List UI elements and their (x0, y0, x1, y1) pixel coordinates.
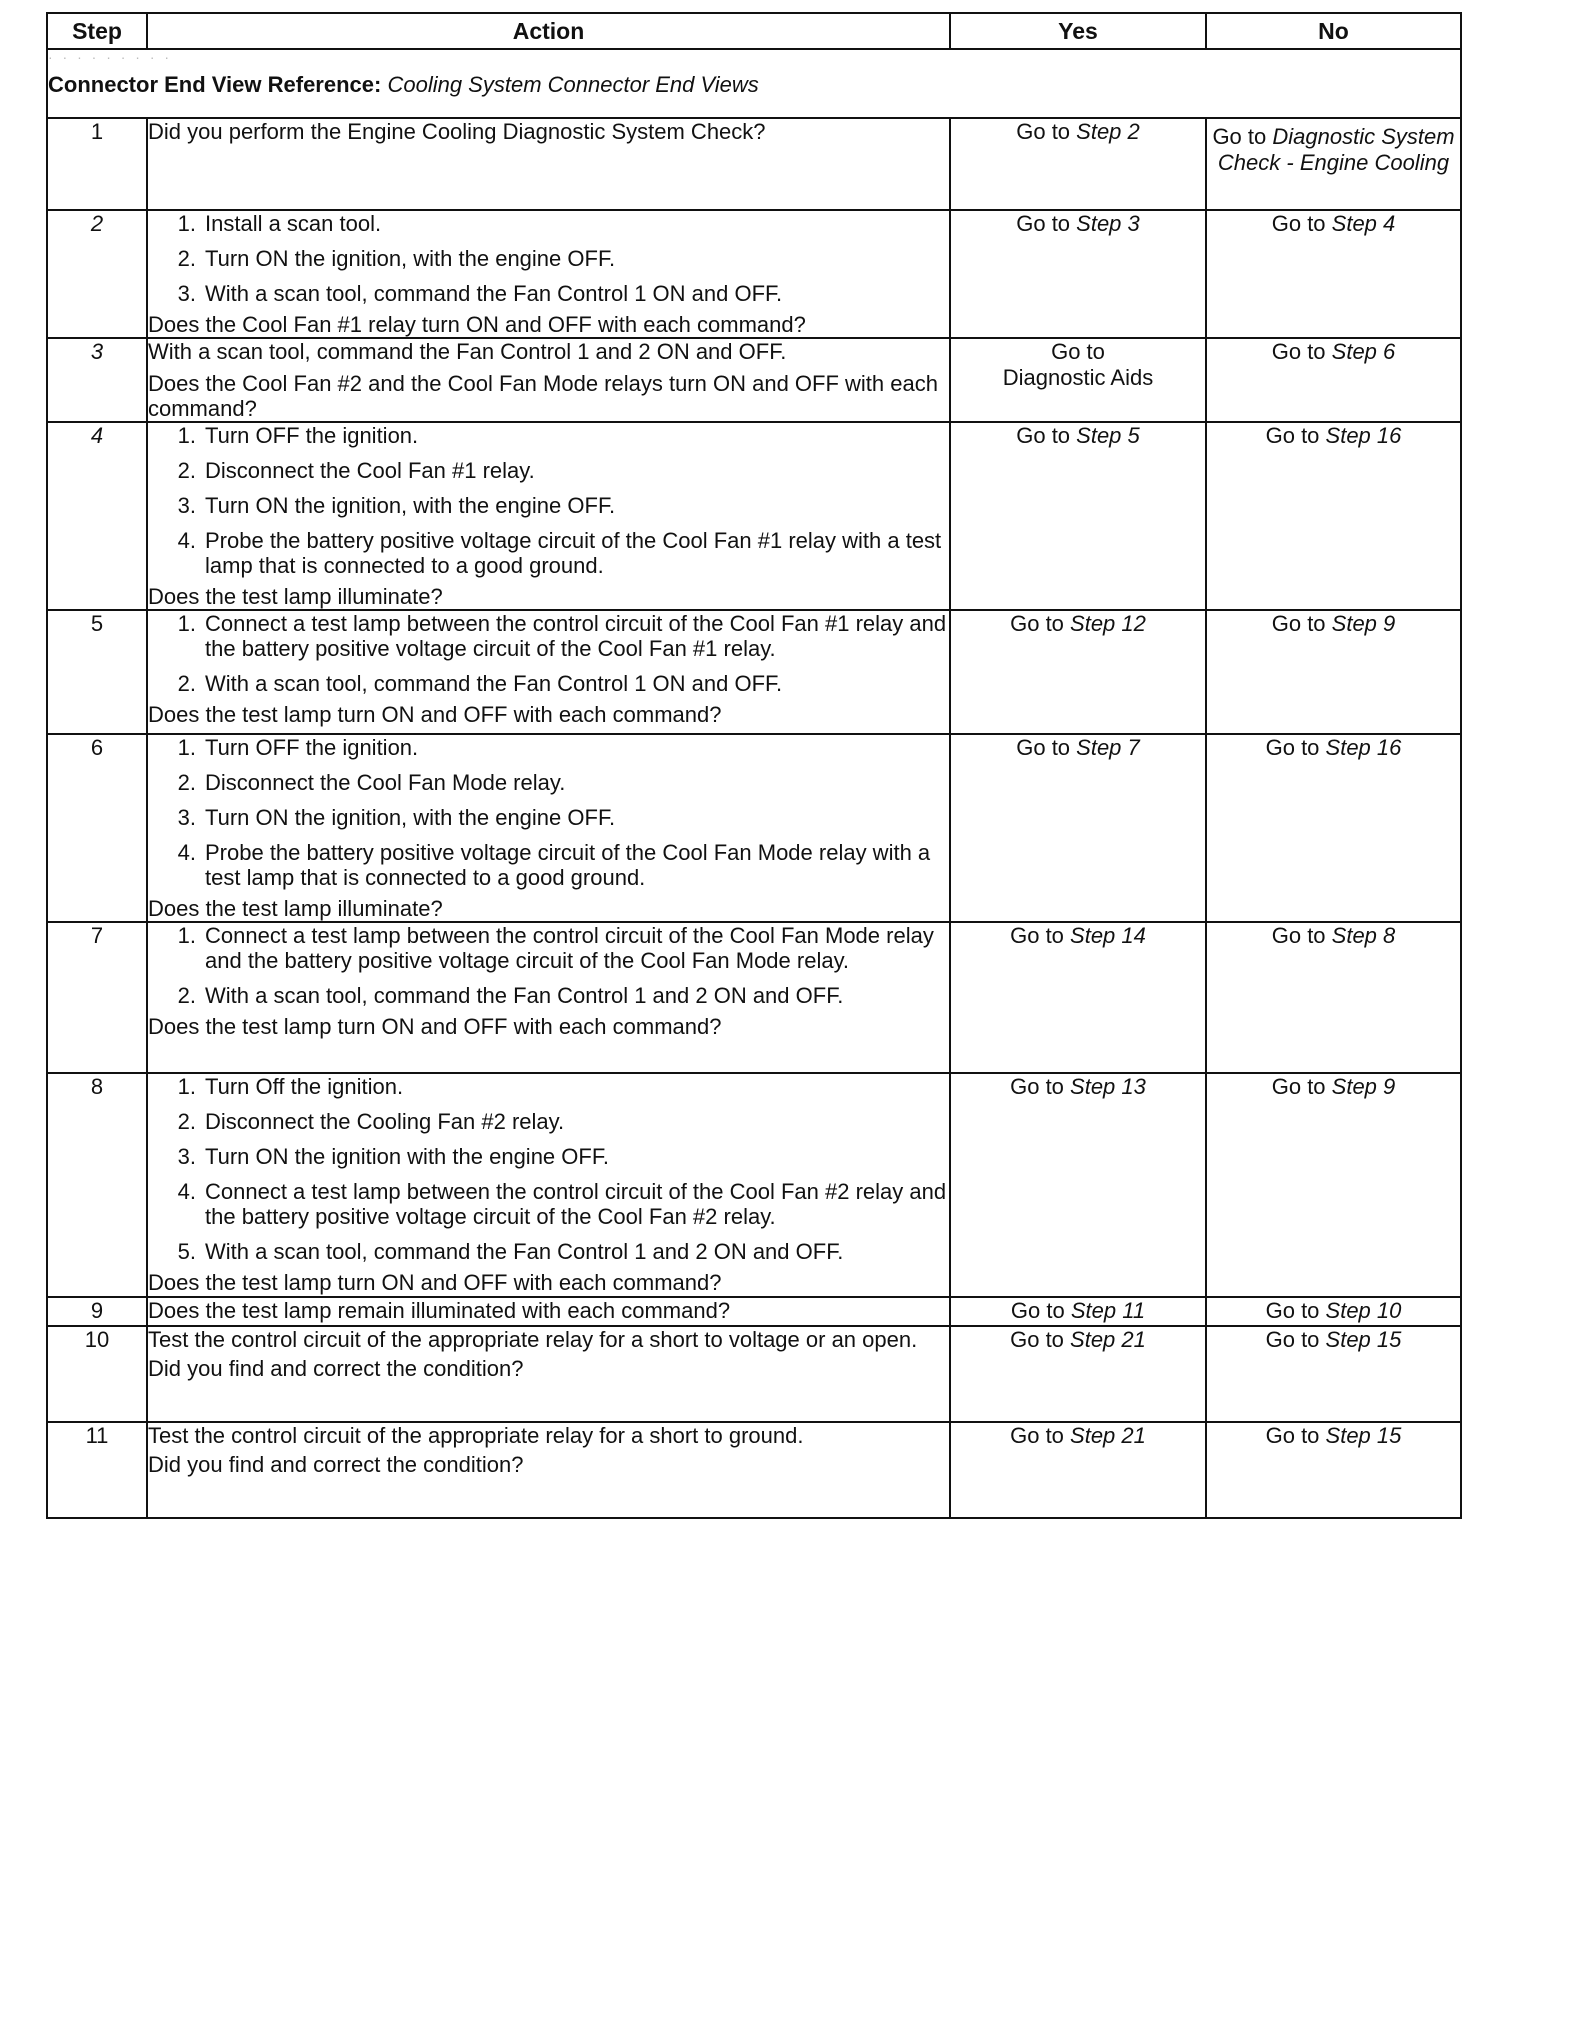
go-to-text: Go to (1265, 1298, 1326, 1323)
action-question: Does the test lamp turn ON and OFF with each command? (148, 1270, 722, 1295)
go-to-text: Go to (1271, 1074, 1332, 1099)
yes-result (950, 422, 1206, 610)
action-item-text: Turn OFF the ignition. (205, 423, 419, 448)
header-no: No (1206, 13, 1461, 49)
yes-result (950, 1297, 1206, 1326)
action-item-number: 2. (177, 770, 196, 795)
reference-row (47, 49, 1461, 118)
step-reference: Step 12 (1070, 611, 1146, 636)
action-question: Does the test lamp remain illuminated with each command? (148, 1298, 731, 1323)
action-list (148, 735, 949, 890)
yes-result-link[interactable] (1016, 119, 1140, 144)
step-reference: Step 13 (1070, 1074, 1146, 1099)
action-list-item (148, 211, 949, 236)
action-item-text: Connect a test lamp between the control circuit of the Cool Fan #1 relay and the battery positive voltage circuit of the Cool Fan #1 relay. (205, 611, 947, 661)
action-list (148, 423, 949, 578)
no-result (1206, 610, 1461, 734)
no-result-link[interactable] (1212, 124, 1454, 175)
go-to-text: Go to (1271, 339, 1332, 364)
table-row (47, 422, 1461, 610)
action-item-text: Turn ON the ignition, with the engine OFF. (205, 246, 616, 271)
no-result-link[interactable] (1272, 611, 1396, 636)
action-list-item (148, 671, 949, 696)
go-to-text: Go to (1265, 735, 1326, 760)
action-list-item (148, 493, 949, 518)
action-item-text: With a scan tool, command the Fan Control 1 and 2 ON and OFF. (205, 1239, 844, 1264)
go-to-text: Go to (1265, 423, 1326, 448)
step-reference: Step 5 (1076, 423, 1140, 448)
yes-result-link[interactable] (1010, 1423, 1146, 1448)
go-to-text: Go to (1212, 124, 1273, 149)
action-item-text: Disconnect the Cool Fan Mode relay. (205, 770, 566, 795)
header-row (47, 13, 1461, 49)
no-result-link[interactable] (1272, 1074, 1396, 1099)
step-number: 1 (47, 118, 147, 210)
action-item-text: Turn OFF the ignition. (205, 735, 419, 760)
no-result (1206, 1073, 1461, 1297)
yes-result (950, 734, 1206, 922)
go-to-text: Go to (1010, 1074, 1071, 1099)
step-reference: Step 21 (1070, 1327, 1146, 1352)
no-result-link[interactable] (1266, 423, 1402, 448)
step-reference: Step 9 (1331, 611, 1396, 636)
yes-result-link[interactable] (1010, 611, 1146, 636)
action-question: Does the Cool Fan #2 and the Cool Fan Mode relays turn ON and OFF with each command? (148, 371, 938, 421)
yes-result-link[interactable] (1010, 1074, 1146, 1099)
header-yes: Yes (950, 13, 1206, 49)
table-row (47, 610, 1461, 734)
action-cell (147, 610, 950, 734)
action-item-text: Turn ON the ignition, with the engine OFF. (205, 805, 616, 830)
action-cell (147, 338, 950, 422)
yes-result-link[interactable] (1016, 735, 1140, 760)
step-number: 10 (47, 1326, 147, 1422)
step-number: 8 (47, 1073, 147, 1297)
yes-result-link[interactable] (1003, 339, 1153, 390)
go-to-text: Go to (1016, 423, 1077, 448)
step-reference: Step 9 (1331, 1074, 1396, 1099)
action-item-number: 4. (177, 1179, 196, 1204)
step-number: 7 (47, 922, 147, 1073)
action-list-item (148, 840, 949, 890)
step-reference: Step 3 (1076, 211, 1140, 236)
yes-result (950, 118, 1206, 210)
step-number: 11 (47, 1422, 147, 1518)
action-question: Does the Cool Fan #1 relay turn ON and OFF with each command? (148, 312, 806, 337)
table-row (47, 922, 1461, 1073)
action-list-item (148, 923, 949, 973)
action-item-number: 2. (177, 246, 196, 271)
action-item-number: 1. (177, 923, 196, 948)
reference-link[interactable]: Cooling System Connector End Views (387, 72, 759, 97)
action-list (148, 211, 949, 306)
action-list-item (148, 1239, 949, 1264)
step-reference: Step 10 (1325, 1298, 1402, 1323)
action-item-number: 2. (177, 983, 196, 1008)
no-result-link[interactable] (1272, 211, 1396, 236)
yes-result (950, 210, 1206, 338)
action-cell (147, 118, 950, 210)
action-item-number: 5. (177, 1239, 196, 1264)
action-cell (147, 210, 950, 338)
action-item-number: 2. (177, 671, 196, 696)
header-step: Step (47, 13, 147, 49)
action-item-text: Disconnect the Cool Fan #1 relay. (205, 458, 535, 483)
step-reference: Step 8 (1331, 923, 1396, 948)
action-list-item (148, 458, 949, 483)
action-list-item (148, 1109, 949, 1134)
action-item-text: Turn ON the ignition with the engine OFF. (205, 1144, 609, 1169)
action-item-text: Turn Off the ignition. (205, 1074, 404, 1099)
action-question: Does the test lamp illuminate? (148, 896, 443, 921)
yes-result (950, 1073, 1206, 1297)
action-item-number: 3. (177, 493, 196, 518)
action-item-number: 1. (177, 211, 196, 236)
go-to-text: Go to (1010, 1423, 1071, 1448)
action-list (148, 1074, 949, 1264)
action-item-number: 1. (177, 735, 196, 760)
action-list-item (148, 805, 949, 830)
action-instruction: Test the control circuit of the appropriate relay for a short to ground. (148, 1423, 804, 1448)
table-row (47, 338, 1461, 422)
action-list-item (148, 528, 949, 578)
action-list-item (148, 246, 949, 271)
yes-result-link[interactable] (1011, 1298, 1145, 1323)
no-result (1206, 422, 1461, 610)
action-item-number: 1. (177, 1074, 196, 1099)
action-item-number: 2. (177, 1109, 196, 1134)
step-reference: Step 2 (1076, 119, 1140, 144)
table-row (47, 1326, 1461, 1422)
action-item-text: Turn ON the ignition, with the engine OFF. (205, 493, 616, 518)
go-to-text: Go to (1051, 339, 1105, 364)
action-item-text: Disconnect the Cooling Fan #2 relay. (205, 1109, 565, 1134)
step-reference: Diagnostic System Check - Engine Cooling (1217, 124, 1455, 175)
action-cell (147, 1297, 950, 1326)
action-item-number: 4. (177, 840, 196, 865)
action-item-text: Connect a test lamp between the control circuit of the Cool Fan #2 relay and the battery positive voltage circuit of the Cool Fan #2 relay. (205, 1179, 947, 1229)
yes-result-link[interactable] (1016, 423, 1140, 448)
go-to-text: Go to (1265, 1327, 1326, 1352)
no-result (1206, 338, 1461, 422)
no-result-link[interactable] (1272, 339, 1396, 364)
reference-label: Connector End View Reference: (48, 72, 382, 97)
go-to-text: Go to (1016, 211, 1077, 236)
go-to-text: Go to (1271, 923, 1332, 948)
action-instruction: Test the control circuit of the appropriate relay for a short to voltage or an open. (148, 1327, 918, 1352)
yes-result-link[interactable] (1010, 1327, 1146, 1352)
action-item-number: 3. (177, 805, 196, 830)
yes-result (950, 1326, 1206, 1422)
step-reference: Step 4 (1331, 211, 1396, 236)
go-to-text: Go to (1016, 119, 1077, 144)
step-reference: Step 15 (1325, 1327, 1402, 1352)
action-item-text: With a scan tool, command the Fan Control 1 ON and OFF. (205, 281, 783, 306)
no-result (1206, 118, 1461, 210)
yes-result-link[interactable] (1016, 211, 1140, 236)
action-question: Did you perform the Engine Cooling Diagnostic System Check? (148, 119, 766, 144)
step-reference: Step 6 (1331, 339, 1396, 364)
action-cell (147, 422, 950, 610)
no-result-link[interactable] (1266, 1298, 1402, 1323)
go-to-text: Go to (1016, 735, 1077, 760)
step-reference: Step 7 (1076, 735, 1140, 760)
action-list-item (148, 735, 949, 760)
action-item-number: 1. (177, 611, 196, 636)
action-instruction: With a scan tool, command the Fan Control 1 and 2 ON and OFF. (148, 339, 787, 364)
step-reference: Step 11 (1070, 1298, 1146, 1323)
diagnostic-table (46, 12, 1462, 1519)
faint-marks: · · · · · · · · · (48, 49, 173, 65)
action-cell (147, 1326, 950, 1422)
action-item-number: 2. (177, 458, 196, 483)
step-number: 9 (47, 1297, 147, 1326)
action-list (148, 611, 949, 696)
table-row (47, 1297, 1461, 1326)
action-question: Does the test lamp turn ON and OFF with each command? (148, 1014, 722, 1039)
action-question: Did you find and correct the condition? (148, 1452, 524, 1477)
step-reference: Step 21 (1070, 1423, 1146, 1448)
go-to-text: Go to (1265, 1423, 1326, 1448)
action-cell (147, 1073, 950, 1297)
action-item-text: Probe the battery positive voltage circuit of the Cool Fan #1 relay with a test lamp that is connected to a good ground. (205, 528, 942, 578)
go-to-text: Go to (1010, 1327, 1071, 1352)
action-list-item (148, 983, 949, 1008)
action-list-item (148, 611, 949, 661)
reference-cell (47, 49, 1461, 118)
no-result (1206, 734, 1461, 922)
step-reference: Step 14 (1070, 923, 1146, 948)
step-number: 5 (47, 610, 147, 734)
action-cell (147, 1422, 950, 1518)
action-list-item (148, 1144, 949, 1169)
no-result (1206, 210, 1461, 338)
step-number: 4 (47, 422, 147, 610)
step-reference: Step 16 (1325, 735, 1402, 760)
step-number: 3 (47, 338, 147, 422)
action-list-item (148, 423, 949, 448)
action-item-text: Install a scan tool. (205, 211, 382, 236)
go-to-text: Go to (1271, 211, 1332, 236)
table-row (47, 118, 1461, 210)
yes-result (950, 922, 1206, 1073)
table-row (47, 1073, 1461, 1297)
action-item-number: 3. (177, 281, 196, 306)
action-list (148, 923, 949, 1008)
go-to-text: Go to (1010, 1298, 1071, 1323)
go-to-text: Go to (1010, 611, 1071, 636)
action-cell (147, 922, 950, 1073)
action-list-item (148, 770, 949, 795)
action-item-number: 1. (177, 423, 196, 448)
yes-result-link[interactable] (1010, 923, 1146, 948)
no-result-link[interactable] (1266, 1423, 1402, 1448)
action-item-text: Probe the battery positive voltage circuit of the Cool Fan Mode relay with a test lamp that is connected to a good ground. (205, 840, 931, 890)
no-result (1206, 1326, 1461, 1422)
action-question: Did you find and correct the condition? (148, 1356, 524, 1381)
action-item-text: With a scan tool, command the Fan Control 1 ON and OFF. (205, 671, 783, 696)
step-reference: Step 16 (1325, 423, 1402, 448)
action-list-item (148, 281, 949, 306)
step-reference: Diagnostic Aids (1002, 365, 1154, 390)
action-item-number: 3. (177, 1144, 196, 1169)
action-list-item (148, 1179, 949, 1229)
action-item-number: 4. (177, 528, 196, 553)
no-result (1206, 1297, 1461, 1326)
action-list-item (148, 1074, 949, 1099)
no-result-link[interactable] (1266, 1327, 1402, 1352)
no-result (1206, 922, 1461, 1073)
action-item-text: Connect a test lamp between the control circuit of the Cool Fan Mode relay and the battery positive voltage circuit of the Cool Fan Mode relay. (205, 923, 934, 973)
go-to-text: Go to (1271, 611, 1332, 636)
action-question: Does the test lamp turn ON and OFF with each command? (148, 702, 722, 727)
action-cell (147, 734, 950, 922)
no-result-link[interactable] (1272, 923, 1396, 948)
step-number: 2 (47, 210, 147, 338)
no-result (1206, 1422, 1461, 1518)
yes-result (950, 610, 1206, 734)
action-item-text: With a scan tool, command the Fan Control 1 and 2 ON and OFF. (205, 983, 844, 1008)
no-result-link[interactable] (1266, 735, 1402, 760)
go-to-text: Go to (1010, 923, 1071, 948)
yes-result (950, 338, 1206, 422)
table-row (47, 734, 1461, 922)
header-action: Action (147, 13, 950, 49)
yes-result (950, 1422, 1206, 1518)
table-row (47, 210, 1461, 338)
step-number: 6 (47, 734, 147, 922)
step-reference: Step 15 (1325, 1423, 1402, 1448)
action-question: Does the test lamp illuminate? (148, 584, 443, 609)
table-row (47, 1422, 1461, 1518)
